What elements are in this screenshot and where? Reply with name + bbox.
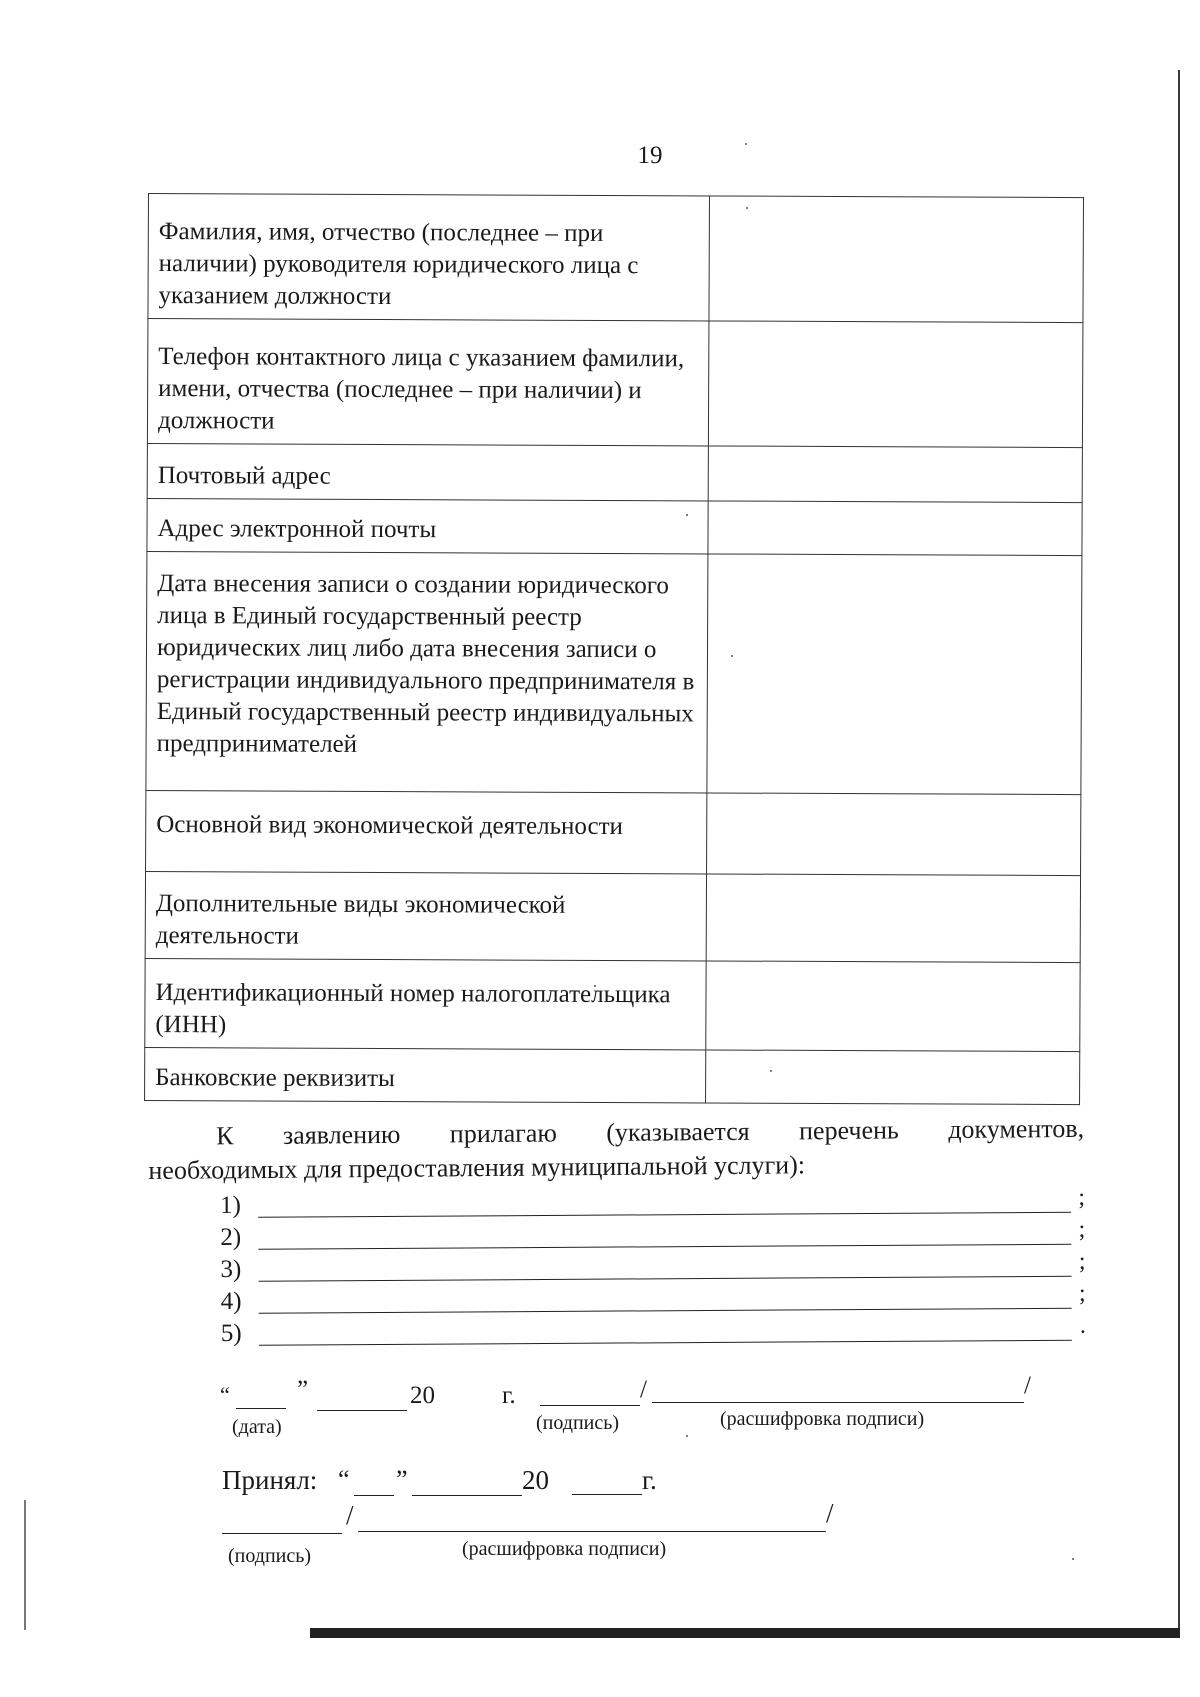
list-item-terminator: . xyxy=(1079,1312,1086,1339)
accepted-slash: / xyxy=(346,1500,354,1530)
accepted-month-blank[interactable] xyxy=(412,1495,522,1496)
signature-slash: / xyxy=(640,1376,647,1403)
row-value-inn[interactable] xyxy=(706,961,1080,1052)
signature-end-slash: / xyxy=(1024,1372,1031,1399)
row-label-head-name: Фамилия, имя, отчество (последнее – при наличии) руководителя юридического лица с указанием должности xyxy=(148,194,710,321)
row-value-postal-address[interactable] xyxy=(708,446,1082,503)
accepted-day-blank[interactable] xyxy=(354,1495,394,1496)
accepted-year-suffix: г. xyxy=(642,1465,657,1495)
scan-page-edge-left xyxy=(24,1500,26,1630)
row-value-head-name[interactable] xyxy=(709,196,1084,323)
list-item-blank-line[interactable] xyxy=(259,1276,1072,1282)
list-item-number: 5) xyxy=(220,1319,242,1347)
list-item-blank-line[interactable] xyxy=(258,1212,1071,1218)
table-row xyxy=(147,319,1083,448)
row-value-bank-details[interactable] xyxy=(706,1050,1080,1105)
signature-blank[interactable] xyxy=(540,1405,640,1406)
row-value-registration-date[interactable] xyxy=(707,554,1082,795)
signature-caption: (подпись) xyxy=(536,1412,620,1434)
list-item-terminator: ; xyxy=(1078,1216,1086,1243)
row-value-main-activity[interactable] xyxy=(707,793,1081,876)
list-item-number: 2) xyxy=(220,1223,242,1251)
row-label-email: Адрес электронной почты xyxy=(147,498,708,553)
row-label-main-activity: Основной вид экономической деятельности xyxy=(146,790,707,873)
accepted-signature-blank[interactable] xyxy=(222,1533,342,1534)
accepted-open-quote: “ xyxy=(338,1465,350,1494)
table-row xyxy=(146,551,1082,794)
list-item-number: 1) xyxy=(219,1191,241,1219)
attachment-intro xyxy=(148,1112,1085,1188)
accepted-year-prefix: 20 xyxy=(522,1465,549,1495)
signature-decode-blank[interactable] xyxy=(652,1402,1024,1403)
table-row xyxy=(146,790,1081,875)
accepted-close-quote: ” xyxy=(396,1465,408,1494)
table-row xyxy=(145,1047,1080,1104)
row-value-additional-activities[interactable] xyxy=(706,874,1080,963)
list-item-terminator: ; xyxy=(1078,1184,1086,1211)
scan-page-edge xyxy=(1178,70,1180,1630)
list-item xyxy=(216,1184,1091,1224)
table-row xyxy=(147,443,1082,502)
accepted-end-slash: / xyxy=(826,1498,834,1528)
accepted-decode-blank[interactable] xyxy=(358,1531,826,1532)
list-item xyxy=(217,1312,1092,1352)
accepted-label: Принял: xyxy=(222,1465,318,1495)
scan-speck xyxy=(1072,1558,1074,1560)
applicant-details-table xyxy=(144,193,1084,1105)
scan-speck xyxy=(745,143,747,145)
date-year-prefix: 20 xyxy=(410,1382,435,1409)
row-label-bank-details: Банковские реквизиты xyxy=(145,1047,706,1102)
date-caption: (дата) xyxy=(232,1416,282,1438)
list-item xyxy=(216,1216,1091,1256)
signature-decode-caption: (расшифровка подписи) xyxy=(720,1408,925,1430)
attachment-intro-line-1: К заявлению прилагаю (указывается перечень документов, xyxy=(216,1113,1085,1151)
row-label-inn: Идентификационный номер налогоплательщика (ИНН) xyxy=(145,958,706,1049)
list-item xyxy=(217,1280,1092,1320)
row-label-additional-activities: Дополнительные виды экономической деятельности xyxy=(145,871,706,960)
list-item-number: 4) xyxy=(220,1287,242,1315)
table-row xyxy=(145,871,1080,962)
scan-bottom-edge xyxy=(310,1628,1180,1638)
date-close-quote: ” xyxy=(297,1376,309,1403)
date-year-suffix: г. xyxy=(502,1382,516,1409)
row-label-postal-address: Почтовый адрес xyxy=(147,443,708,500)
accepted-year-blank[interactable] xyxy=(572,1494,642,1495)
accepted-signature-caption: (подпись) xyxy=(228,1545,312,1567)
list-item-terminator: ; xyxy=(1078,1248,1086,1275)
scan-speck xyxy=(686,1435,688,1437)
date-day-blank[interactable] xyxy=(236,1408,286,1409)
list-item-blank-line[interactable] xyxy=(258,1244,1071,1250)
accepted-decode-caption: (расшифровка подписи) xyxy=(462,1538,667,1560)
row-value-email[interactable] xyxy=(708,501,1082,556)
row-label-contact-phone: Телефон контактного лица с указанием фамилии, имени, отчества (последнее – при наличии) и должности xyxy=(147,319,709,446)
attachment-intro-line-2: необходимых для предоставления муниципальной услуги): xyxy=(148,1150,806,1185)
table-row xyxy=(147,498,1082,555)
page-number: 19 xyxy=(637,142,663,169)
row-value-contact-phone[interactable] xyxy=(708,321,1083,448)
list-item-terminator: ; xyxy=(1078,1280,1086,1307)
date-month-blank[interactable] xyxy=(317,1410,407,1411)
row-label-registration-date: Дата внесения записи о создании юридического лица в Единый государственный реестр юридических лиц либо дата внесения записи о регистрации индивидуального предпринимателя в Единый государственный реестр индивидуальных предпринимателей xyxy=(146,551,708,792)
list-item-number: 3) xyxy=(220,1255,242,1283)
list-item-blank-line[interactable] xyxy=(259,1308,1072,1314)
date-open-quote: “ xyxy=(220,1382,230,1407)
table-row xyxy=(145,958,1080,1051)
attachment-list xyxy=(216,1184,1092,1352)
list-item xyxy=(216,1248,1091,1288)
table-row xyxy=(148,194,1084,323)
list-item-blank-line[interactable] xyxy=(259,1340,1072,1346)
